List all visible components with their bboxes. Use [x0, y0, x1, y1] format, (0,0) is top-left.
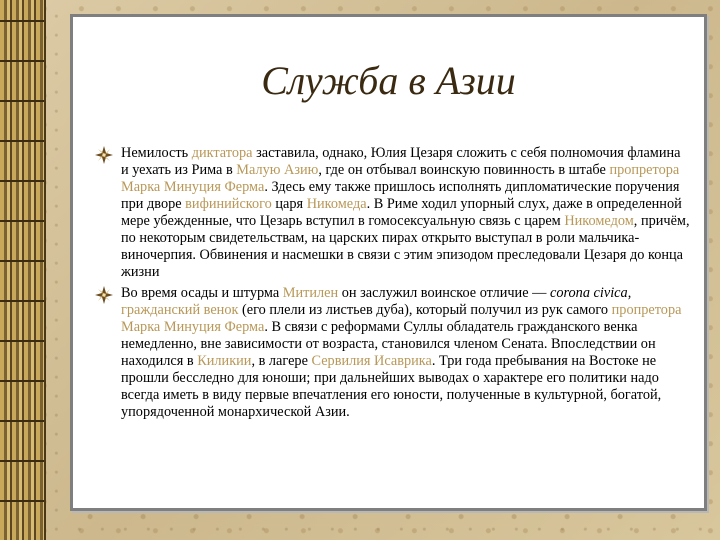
italic-text: corona civica: [550, 285, 628, 301]
body-text: . Три года пребывания на Востоке не прошли бесследно для юноши; при дальнейших выводах о характере его политики надо всегда иметь в виду первые впечатления его юности, полученные в культурной, богатой, упорядоченной монархической Азии.: [121, 353, 662, 420]
bullet-item: [95, 145, 690, 281]
hyperlink[interactable]: пропретора Марка Минуция Ферма: [121, 162, 680, 195]
body-text: . Здесь ему также пришлось исполнять дипломатические поручения при дворе: [121, 179, 680, 212]
decorative-border-strip: [0, 0, 46, 540]
hyperlink[interactable]: пропретора Марка Минуция Ферма: [121, 302, 682, 335]
compass-star-icon: [95, 146, 113, 164]
body-text: . В связи с реформами Суллы обладатель гражданского венка немедленно, вне зависимости от возраста, становился членом Сената. Впоследствии он находился в: [121, 319, 656, 369]
body-text: заставила, однако, Юлия Цезаря сложить с себя полномочия фламина и уехать из Рима в: [121, 145, 681, 178]
body-text: Во время осады и штурма: [121, 285, 283, 301]
body-text: , в лагере: [251, 353, 312, 369]
body-text: (его плели из листьев дуба), который получил из рук самого: [238, 302, 612, 318]
body-text: , причём, по некоторым свидетельствам, на царских пирах открыто выступал в роли мальчика-виночерпия. Обвинения и насмешки в связи с этим эпизодом преследовали Цезаря до конца жизни: [121, 213, 690, 280]
hyperlink[interactable]: Малую Азию: [236, 162, 319, 178]
body-text: ,: [627, 285, 632, 301]
slide-title: Служба в Азии: [261, 58, 516, 103]
slide-panel: [70, 14, 707, 511]
hyperlink[interactable]: Киликии: [197, 353, 252, 369]
body-text: Немилость: [121, 145, 192, 161]
body-text: он заслужил воинское отличие —: [338, 285, 550, 301]
hyperlink[interactable]: вифинийского: [185, 196, 272, 212]
hyperlink[interactable]: Сервилия Исаврика: [311, 353, 432, 369]
body-text: . В Риме ходил упорный слух, даже в определенной мере убежденные, что Цезарь вступил в гомосексуальную связь с царем: [121, 196, 682, 229]
hyperlink[interactable]: Митилен: [282, 285, 339, 301]
bullet-item: [95, 285, 690, 421]
body-text: , где он отбывал воинскую повинность в штабе: [318, 162, 610, 178]
hyperlink[interactable]: диктатора: [191, 145, 253, 161]
hyperlink[interactable]: гражданский венок: [121, 302, 239, 318]
bullet-list: [95, 145, 690, 425]
body-text: царя: [271, 196, 307, 212]
compass-star-icon: [95, 286, 113, 304]
hyperlink[interactable]: Никомеда: [306, 196, 367, 212]
hyperlink[interactable]: Никомедом: [564, 213, 634, 229]
